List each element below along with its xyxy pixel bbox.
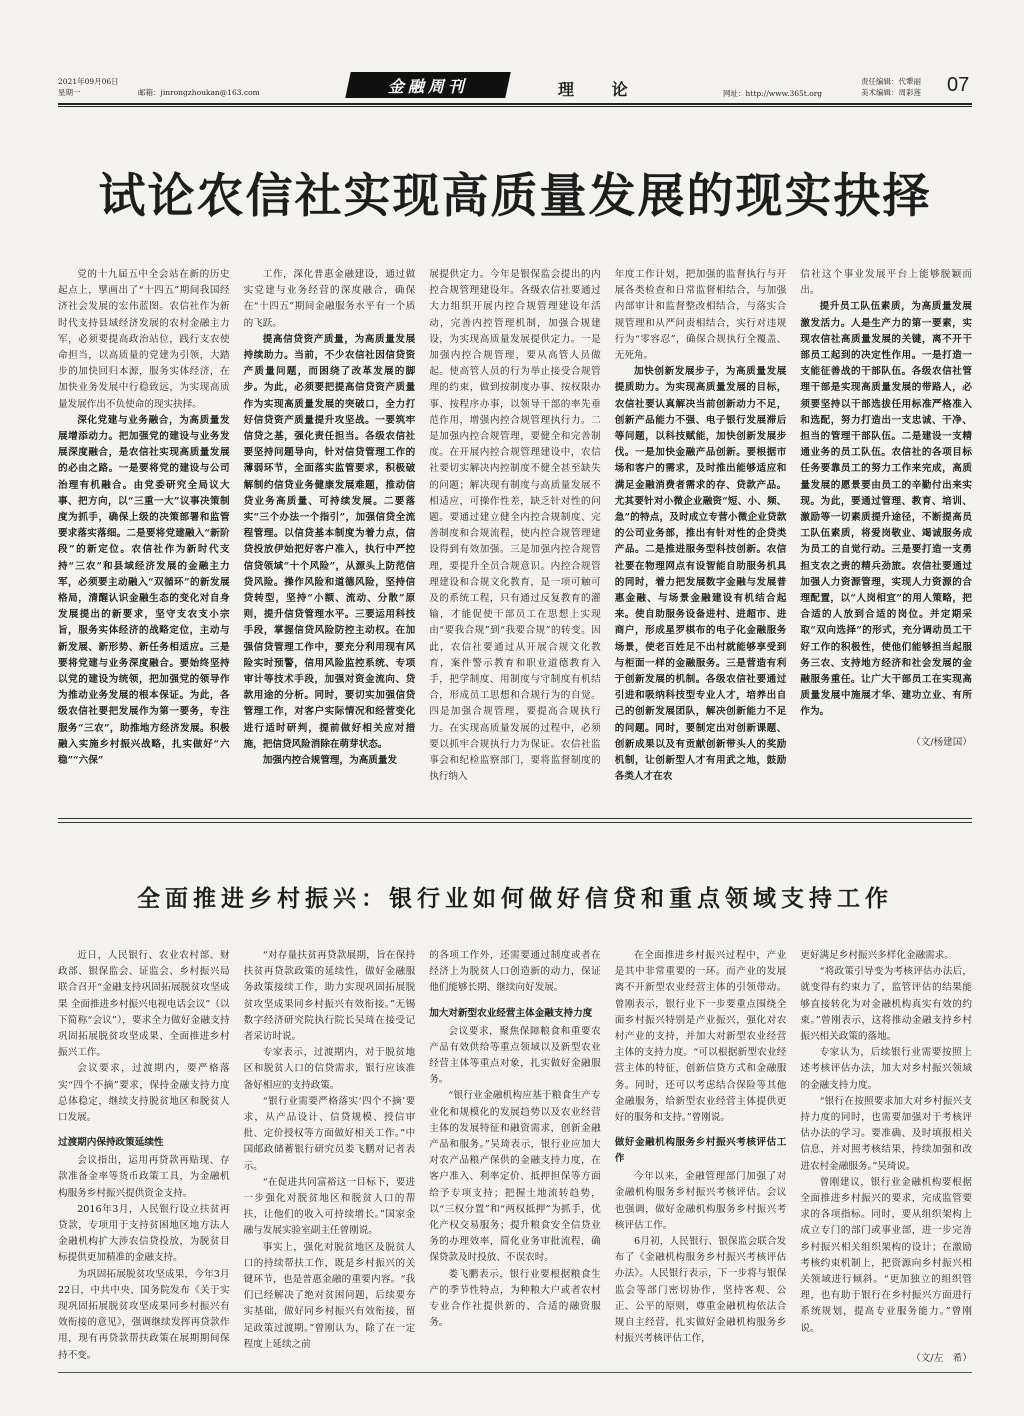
paragraph: 事实上，强化对脱贫地区及脱贫人口的持续帮扶工作，既是乡村振兴的关键环节，也是普惠金融的重要内容。“我们已经解决了绝对贫困问题，后续要夯实基础，做好同乡村振兴有效衔接，留足政策过渡期。”曾刚认为，除了在一定程度上延续之前 <box>243 1241 416 1350</box>
paragraph: 加强内控合规管理，为高质量发 <box>262 755 398 767</box>
article2-title: 全面推进乡村振兴：银行业如何做好信贷和重点领域支持工作 <box>137 886 893 912</box>
article1-column-3 <box>429 267 601 783</box>
paragraph: 娄飞鹏表示，银行业要根据粮食生产的季节性特点，为种粮大户或者农村专业合作社提供新的、合适的融资服务。 <box>429 1268 601 1329</box>
paragraph: 为巩固拓展脱贫攻坚成果，今年3月22日，中共中央、国务院发布《关于实现巩固拓展脱贫攻坚成果同乡村振兴有效衔接的意见》，强调继续发挥再贷款作用，现有再贷款帮扶政策在展期期间保持不变。 <box>58 1268 230 1361</box>
header-rule <box>58 103 972 105</box>
paragraph: 会议指出，运用再贷款再贴现、存款准备金率等货币政策工具，为金融机构服务乡村振兴提供资金支持。 <box>58 1155 230 1199</box>
paragraph: 年度工作计划，把加强的监督执行与开展各类检查和日常监督相结合，与加强内部审计和监督整改相结合，与落实合规管理和从严问责相结合，实行对违规行为“零容忍”，确保合规执行全覆盖、无死角。 <box>614 269 787 362</box>
article1-column-2 <box>244 267 416 767</box>
publication-banner <box>345 72 511 98</box>
author-byline: （文/左 希） <box>911 1352 972 1364</box>
paragraph: 2016年3月，人民银行设立扶贫再贷款，专项用于支持贫困地区地方法人金融机构扩大涉农信贷投放，为脱贫目标提供更加精准的金融支持。 <box>58 1203 230 1264</box>
article2-column-5 <box>800 948 972 1364</box>
paragraph: 近日，人民银行、农业农村部、财政部、银保监会、证监会、乡村振兴局联合召开“金融支持巩固拓展脱贫攻坚成果 全面推进乡村振兴电视电话会议”（以下简称“会议”），要求全力做好金融支持巩固拓展脱贫攻坚成果、全面推进乡村振兴工作。 <box>58 950 230 1059</box>
article1-column-5 <box>800 267 972 767</box>
article1-body <box>58 267 972 783</box>
article2-column-2 <box>244 948 416 1358</box>
paragraph: 专家认为，后续银行业需要按照上述考核评估办法，加大对乡村振兴领域的金融支持力度。 <box>800 1047 972 1091</box>
paragraph: 提升员工队伍素质，为高质量发展激发活力。人是生产力的第一要素，实现农信社高质量发展的关键，离不开干部员工起到的决定性作用。一是打造一支能征善战的干部队伍。各级农信社管理干部是实现高质量发展的带路人，必须要坚持以干部选拔任用标准严格准入和选配，努力打造出一支忠诚、干净、担当的管理干部队伍。二是建设一支精通业务的员工队伍。农信社的各项目标任务要靠员工的努力工作来完成，高质量发展的愿景要由员工的辛勤付出来实现。为此，要通过管理、教育、培训、激励等一切素质提升途径，不断提高员工队伍素质，将爱岗敬业、竭诚服务成为员工的自觉行动。三是要打造一支勇担支农之责的精兵劲旅。农信社要通过加强人力资源管理，实现人力资源的合理配置，以“人岗相宜”的用人策略，把合适的人放到合适的岗位。并定期采取“双向选择”的形式，充分调动员工干好工作的积极性，使他们能够担当起服务三农、支持地方经济和社会发展的金融服务重任。让广大干部员工在实现高质量发展中施展才华、建功立业、有所作为。 <box>800 301 972 718</box>
paragraph: “对存量扶贫再贷款展期，旨在保持扶贫再贷款政策的延续性，做好金融服务政策接续工作，助力实现巩固拓展脱贫攻坚成果同乡村振兴有效衔接。”无锡数字经济研究院执行院长吴琦在接受记者采访时说。 <box>243 950 416 1043</box>
paragraph: “银行业需要严格落实‘四个不摘’要求，从产品设计、信贷规模、授信审批、定价授权等方面做好相关工作。”中国邮政储蓄银行研究员娄飞鹏对记者表示。 <box>243 1095 416 1172</box>
paragraph: 更好满足乡村振兴多样化金融需求。 <box>800 950 954 961</box>
article-separator-thin <box>58 822 972 823</box>
article-separator <box>58 818 972 819</box>
art-editor: 美术编辑：周彩莲 <box>861 88 921 97</box>
paragraph: 信社这个事业发展平台上能够脱颖而出。 <box>800 269 972 297</box>
footer-rule <box>58 1372 972 1373</box>
section-name: 理 论 <box>558 80 644 99</box>
page-number: 07 <box>947 74 970 96</box>
paragraph: 加快创新发展步子，为高质量发展提质助力。为实现高质量发展的目标，农信社要认真解决当前创新动力不足，创新产品能力不强、电子银行发展滞后等问题，以科技赋能，加快创新发展步伐。一是加快金融产品创新。要根据市场和客户的需求，及时推出能够适应和满足金融消费者需求的存、贷款产品。尤其要针对小微企业融资“短、小、频、急”的特点，及时成立专营小微企业贷款的公司业务部，推出有针对性的企贷类产品。二是推进服务型科技创新。农信社要在物理网点有设智能自助服务机具的同时，着力把发展数字金融与发展普惠金融、与场景金融建设有机结合起来。使自助服务设备进村、进超市、进商户，形成星罗棋布的电子化金融服务场景，使老百姓足不出村就能够享受到与柜面一样的金融服务。三是营造有利于创新发展的机制。各级农信社要通过引进和吸纳科技型专业人才，培养出自己的创新发展团队，解决创新能力不足的问题。同时，要制定出对创新课题、创新成果以及有贡献创新带头人的奖励机制，让创新型人才有用武之地，鼓励各类人才在农 <box>614 366 787 783</box>
paragraph: “银行业金融机构应基于粮食生产专业化和规模化的发展趋势以及农业经营主体的发展特征和融资需求，创新金融产品和服务。”吴琦表示，银行业应加大对农产品粮产保供的金融支持力度，在客户准入、利率定价、抵押担保等方面给予专项支持；把握土地流转趋势，以“三权分置”和“两权抵押”为抓手，优化产权交易服务；提升粮食安全信贷业务的办理效率，简化业务审批流程，确保贷款及时投放、不误农时。 <box>429 1090 601 1264</box>
paragraph: 的各项工作外，还需要通过制度或者在经济上为脱贫人口创造新的动力，保证他们能够长期、继续向好发展。 <box>429 950 601 994</box>
paragraph: 在全面推进乡村振兴过程中，产业是其中非常重要的一环。而产业的发展离不开新型农业经营主体的引领带动。曾刚表示，银行业下一步要重点围绕全面乡村振兴特别是产业振兴，强化对农村产业的支持，并加大对新型农业经营主体的支持力度。“可以根据新型农业经营主体的特征，创新信贷方式和金融服务。同时，还可以考虑结合保险等其他金融服务，给新型农业经营主体提供更好的服务和支持。”曾刚说。 <box>614 950 787 1124</box>
article2-column-1 <box>58 948 230 1361</box>
paragraph: 今年以来，金融管理部门加强了对金融机构服务乡村振兴考核评估。会议也强调，做好金融机构服务乡村振兴考核评估工作。 <box>614 1171 787 1231</box>
paragraph: 会议要求，过渡期内，要严格落实“四个不摘”要求，保持金融支持力度总体稳定，继续支持脱贫地区和脱贫人口发展。 <box>58 1063 230 1124</box>
subheading: 过渡期内保持政策延续性 <box>58 1137 164 1149</box>
paragraph: 6月初，人民银行、银保监会联合发布了《金融机构服务乡村振兴考核评估办法》。人民银行表示，下一步将与银保监会等部门密切协作，坚持客观、公正、公平的原则，尊重金融机构依法合规自主经营，扎实做好金融机构服务乡村振兴考核评估工作， <box>614 1236 787 1345</box>
header-rule-thin <box>58 106 972 107</box>
paragraph: 深化党建与业务融合，为高质量发展增添动力。把加强党的建设与业务发展深度融合，是农信社实现高质量发展的必由之路。一是要将党的建设与公司治理有机融合。由党委研究全局议大事、把方向，以“三重一大”议事决策制度为抓手，确保上级的决策部署和监管要求落实落细。二是要将党建融入“新阶段”的新定位。农信社作为新时代支持“三农”和县域经济发展的金融主力军，必须要主动融入“双循环”的新发展格局，清醒认识金融生态的变化对自身发展提出的新要求，坚守支农支小宗旨，服务实体经济的战略定位，主动与新发展、新形势、新任务相适应。三是要将党建与业务深度融合。要始终坚持以党的建设为统领，把加强党的领导作为推动业务发展的根本保证。为此，各级农信社要把发展作为第一要务，专注服务“三农”，助推地方经济发展。积极融入实施乡村振兴战略，扎实做好“六稳”“六保” <box>58 414 230 767</box>
author-byline: （文/杨建国） <box>911 736 972 748</box>
issue-weekday: 星期一 <box>58 88 81 97</box>
paragraph: 工作，深化普惠金融建设，通过做实党建与业务经营的深度融合，确保在“十四五”期间金融服务水平有一个质的飞跃。 <box>243 269 416 329</box>
editor-credits <box>861 76 921 98</box>
contact-email: 邮箱：jinrongzhoukan@163.com <box>138 88 260 97</box>
subheading: 加大对新型农业经营主体金融支持力度 <box>429 1007 593 1019</box>
paragraph: 专家表示，过渡期内，对于脱贫地区和脱贫人口的信贷需求，银行应该准备好相应的支持政策。 <box>243 1047 416 1091</box>
paragraph: 提高信贷资产质量，为高质量发展持续助力。当前，不少农信社因信贷资产质量问题，而困绕了改革发展的脚步。为此，必须要把提高信贷资产质量作为实现高质量发展的突破口，全力打好信贷资产质量提升攻坚战。一要筑牢信贷之基，强化责任担当。各级农信社要坚持问题导向，针对信贷管理工作的薄弱环节，全面落实监管要求，积极破解制约信贷业务健康发展难题，推动信贷业务高质量、可持续发展。二要落实“三个办法一个指引”，加强信贷全流程管理。以信贷基本制度为着力点，信贷投放伊始把好客户准入，执行中严控信贷领域“十个风险”，从源头上防范信贷风险。操作风险和道德风险，坚持信贷转型，坚持“小额、流动、分散”原则，提升信贷管理水平。三要运用科技手段，掌握信贷风险防控主动权。在加强信贷管理工作中，要充分利用现有风险实时预警，信用风险监控系统、专项审计等技术手段，加强对资金流向、贷款用途的分析。同时，要切实加强信贷管理工作，对客户实际情况和经营变化进行适时研判，提前做好相关应对措施，把信贷风险消除在萌芽状态。 <box>243 333 416 750</box>
article2-body <box>58 948 972 1364</box>
website-url: 网址：http://www.365t.org <box>723 89 823 98</box>
paragraph: 党的十九届五中全会站在新的历史起点上，擘画出了“十四五”期间我国经济社会发展的宏伟蓝图。农信社作为新时代支持县域经济发展的农村金融主力军，必须要提高政治站位，践行支农使命担当，以高质量的党建为引领，大踏步的加快回归本源，服务实体经济，在加快业务发展中行稳致远，为实现高质量发展作出不负使命的现实抉择。 <box>58 269 230 410</box>
paragraph: 曾刚建议，银行业金融机构要根据全面推进乡村振兴的要求，完成监管要求的各项指标。同时，要从组织架构上成立专门的部门或事业部，进一步完善乡村振兴相关组织架构的设计；在激励考核约束机制上，把资源向乡村振兴相关领域进行倾斜。“更加独立的组织管理，也有助于银行在乡村振兴方面进行系统规划，提高专业服务能力。”曾刚说。 <box>800 1176 972 1334</box>
issue-date: 2021年09月06日 <box>58 77 119 86</box>
responsible-editor: 责任编辑：代犟丽 <box>861 77 921 86</box>
subheading: 做好金融机构服务乡村振兴考核评估工作 <box>614 1137 787 1165</box>
paragraph: “在促进共同富裕这一目标下，要进一步强化对脱贫地区和脱贫人口的帮扶，让他们的收入可持续增长。”国家金融与发展实验室副主任曾刚说。 <box>243 1176 416 1237</box>
issue-date-block <box>58 76 119 98</box>
article2-column-4 <box>615 948 787 1358</box>
paragraph: 会议要求，聚焦保障粮食和重要农产品有效供给等重点领域以及新型农业经营主体等重点对象，扎实做好金融服务。 <box>429 1025 601 1086</box>
page-header <box>58 72 972 102</box>
paragraph: 展提供定力。今年是银保监会提出的内控合规管理建设年。各级农信社要通过大力组织开展内控合规管理建设年活动，完善内控管理机制，加强合规建设，为实现高质量发展提供定力。一是加强内控合规管理，要从高管人员做起。使高管人员的行为举止接受合规管理的约束，做到按制度办事、按权限办事、按程序办事，以领导干部的率先垂范作用，增强内控合规管理执行力。二是加强内控合规管理，要健全和完善制度。在开展内控合规管理建设中，农信社要切实解决内控制度不健全甚至缺失的问题；解决现有制度与高质量发展不相适应，可操作性差，缺乏针对性的问题。要通过建立健全内控合规制度、完善制度和合规流程，使内控合规管理建设得到有效加强。三是加强内控合规管理，要提升全员合规意识。内控合规管理建设和合规文化教育，是一项可触可及的系统工程，只有通过反复教育的灌输，才能促使干部员工在思想上实现由“要我合规”到“我要合规”的转变。因此，农信社要通过从开展合规文化教育，案件警示教育和职业道德教育入手，把学制度、用制度与守制度有机结合，形成员工思想和合规行为的自觉。四是加强合规管理，要提高合规执行力。在实现高质量发展的过程中，必须要以抓牢合规执行力为保证。农信社监事会和纪检监察部门，要将监督制度的执行纳入 <box>429 269 601 783</box>
article1-column-1 <box>58 267 230 767</box>
article1-column-4 <box>614 267 787 783</box>
paragraph: “将政策引导变为考核评估办法后，就变得有约束力了，监管评估的结果能够直接转化为对金融机构真实有效的约束。”曾刚表示，这将推动金融支持乡村振兴相关政策的落地。 <box>800 966 972 1043</box>
article1-title: 试论农信社实现高质量发展的现实抉择 <box>98 169 932 224</box>
publication-name: 金融周刊 <box>387 76 468 96</box>
article2-column-3 <box>429 948 601 1358</box>
paragraph: “银行在按照要求加大对乡村振兴支持力度的同时，也需要加强对于考核评估办法的学习。要准确、及时填报相关信息，并对照考核结果，持续加强和改进农村金融服务。”吴琦说。 <box>800 1095 972 1172</box>
